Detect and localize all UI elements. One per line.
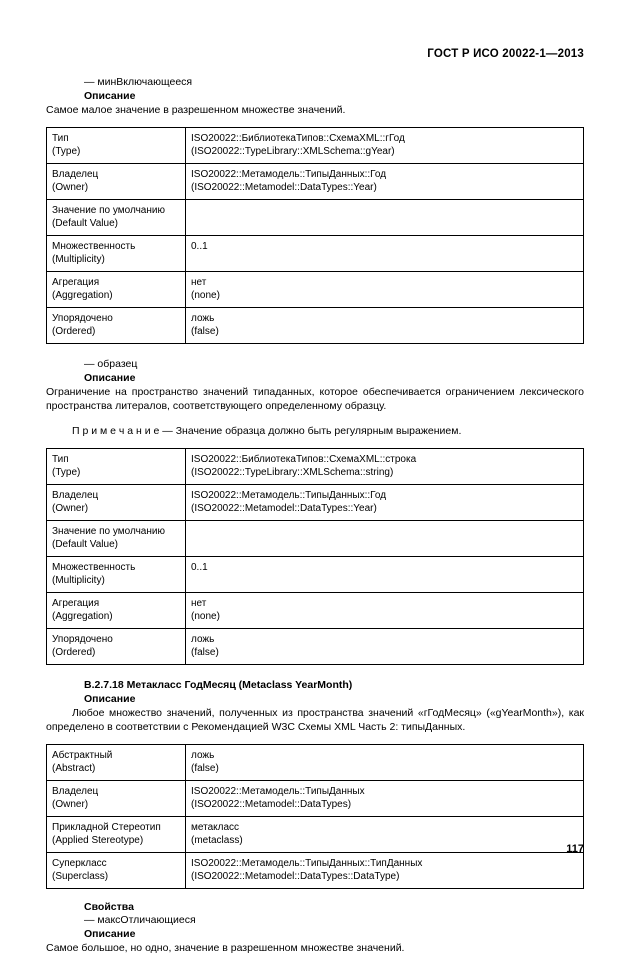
cell-key-ru: Суперкласс	[52, 858, 107, 870]
cell-key-ru: Значение по умолчанию	[52, 525, 165, 537]
cell-key-ru: Прикладной Стереотип	[52, 822, 161, 834]
cell-value-en: (ISO20022::TypeLibrary::XMLSchema::gYear)	[191, 146, 395, 158]
property-table-metaclass	[46, 744, 584, 889]
cell-key-en: (Aggregation)	[52, 290, 113, 302]
min-inclusive-description-text: Самое малое значение в разрешенном множестве значений.	[46, 104, 346, 116]
cell-value-en: (ISO20022::Metamodel::DataTypes)	[191, 799, 352, 811]
cell-value-en: (false)	[191, 646, 219, 658]
cell-key-en: (Owner)	[52, 502, 89, 514]
property-table-year-type	[46, 127, 584, 344]
cell-key-ru: Абстрактный	[52, 750, 113, 762]
table-row	[47, 164, 584, 200]
table-row	[47, 853, 584, 889]
cell-value-ru: ложь	[191, 750, 215, 762]
cell-key-en: (Type)	[52, 466, 81, 478]
cell-key-ru: Агрегация	[52, 597, 100, 609]
page-header: ГОСТ Р ИСО 20022-1—2013	[427, 48, 584, 60]
cell-value-ru: 0..1	[191, 241, 208, 253]
cell-value-ru: 0..1	[191, 561, 208, 573]
cell-key-en: (Ordered)	[52, 646, 96, 658]
cell-value-en: (none)	[191, 290, 220, 302]
table-row	[47, 272, 584, 308]
metaclass-description-label: Описание	[84, 692, 136, 705]
min-inclusive-description-label: Описание	[84, 90, 136, 102]
table-row	[47, 745, 584, 781]
property-table-pattern-type	[46, 448, 584, 665]
max-exclusive-description-label: Описание	[84, 928, 136, 941]
table-row	[47, 308, 584, 344]
pattern-description-text: Ограничение на пространство значений типаданных, которое обеспечивается ограничением лексического пространства литералов, соответствующего определенному образцу.	[46, 386, 584, 413]
table-row	[47, 628, 584, 664]
cell-value-en: (false)	[191, 763, 219, 775]
cell-key-en: (Type)	[52, 146, 81, 158]
min-inclusive-bullet: — минВключающееся	[84, 76, 193, 88]
cell-value-ru: ложь	[191, 633, 215, 645]
pattern-description-label: Описание	[84, 372, 136, 385]
cell-value-ru: ISO20022::Метамодель::ТипыДанных::Год	[191, 489, 387, 501]
cell-value-ru: нет	[191, 597, 207, 609]
cell-value-en: (ISO20022::TypeLibrary::XMLSchema::string)	[191, 466, 394, 478]
table-row	[47, 592, 584, 628]
cell-key-ru: Упорядочено	[52, 313, 113, 325]
cell-key-ru: Множественность	[52, 241, 136, 253]
table-row	[47, 520, 584, 556]
cell-key-ru: Значение по умолчанию	[52, 205, 165, 217]
cell-key-en: (Abstract)	[52, 763, 96, 775]
cell-value-ru: ISO20022::БиблиотекаТипов::СхемаXML::строка	[191, 453, 417, 465]
table-row	[47, 200, 584, 236]
cell-value-ru: метакласс	[191, 822, 240, 834]
cell-key-en: (Default Value)	[52, 218, 118, 230]
cell-value-ru: нет	[191, 277, 207, 289]
table-row	[47, 556, 584, 592]
page-content	[46, 76, 584, 955]
cell-value-en: (ISO20022::Metamodel::DataTypes::DataType)	[191, 871, 400, 883]
cell-key-ru: Упорядочено	[52, 633, 113, 645]
cell-key-ru: Владелец	[52, 489, 99, 501]
cell-key-en: (Default Value)	[52, 538, 118, 550]
cell-key-ru: Владелец	[52, 169, 99, 181]
table-row	[47, 128, 584, 164]
metaclass-description-text: Любое множество значений, полученных из пространства значений «гГодМесяц» («gYearMonth»), как определено в соответствии с Рекомендацией W3C Схемы XML Часть 2: типыДанных.	[46, 706, 584, 733]
table-row	[47, 817, 584, 853]
cell-key-en: (Applied Stereotype)	[52, 835, 144, 847]
cell-value-ru: ISO20022::Метамодель::ТипыДанных	[191, 786, 365, 798]
cell-value-ru: ложь	[191, 313, 215, 325]
pattern-bullet: — образец	[84, 358, 138, 371]
max-exclusive-bullet: — максОтличающиеся	[84, 914, 196, 927]
cell-key-en: (Aggregation)	[52, 610, 113, 622]
cell-key-ru: Агрегация	[52, 277, 100, 289]
max-exclusive-description-text: Самое большое, но одно, значение в разрешенном множестве значений.	[46, 942, 405, 955]
cell-value-en: (ISO20022::Metamodel::DataTypes::Year)	[191, 182, 377, 194]
table-row	[47, 448, 584, 484]
cell-value-ru: ISO20022::БиблиотекаТипов::СхемаXML::гГод	[191, 133, 405, 145]
cell-key-en: (Ordered)	[52, 326, 96, 338]
cell-key-en: (Owner)	[52, 182, 89, 194]
cell-key-en: (Multiplicity)	[52, 574, 105, 586]
cell-key-en: (Multiplicity)	[52, 254, 105, 266]
page-number: 117	[566, 843, 584, 855]
metaclass-section-title: В.2.7.18 Метакласс ГодМесяц (Metaclass YearMonth)	[84, 678, 353, 691]
properties-title: Свойства	[84, 901, 134, 914]
cell-key-ru: Тип	[52, 133, 69, 145]
cell-value-en: (none)	[191, 610, 220, 622]
cell-value-ru: ISO20022::Метамодель::ТипыДанных::Год	[191, 169, 387, 181]
cell-value-ru: ISO20022::Метамодель::ТипыДанных::ТипДанных	[191, 858, 423, 870]
pattern-note: П р и м е ч а н и е — Значение образца должно быть регулярным выражением.	[72, 424, 462, 437]
table-row	[47, 484, 584, 520]
cell-value-en: (ISO20022::Metamodel::DataTypes::Year)	[191, 502, 377, 514]
cell-key-en: (Owner)	[52, 799, 89, 811]
cell-key-en: (Superclass)	[52, 871, 109, 883]
table-row	[47, 236, 584, 272]
cell-key-ru: Множественность	[52, 561, 136, 573]
cell-key-ru: Владелец	[52, 786, 99, 798]
cell-key-ru: Тип	[52, 453, 69, 465]
cell-value-en: (metaclass)	[191, 835, 243, 847]
table-row	[47, 781, 584, 817]
cell-value-en: (false)	[191, 326, 219, 338]
